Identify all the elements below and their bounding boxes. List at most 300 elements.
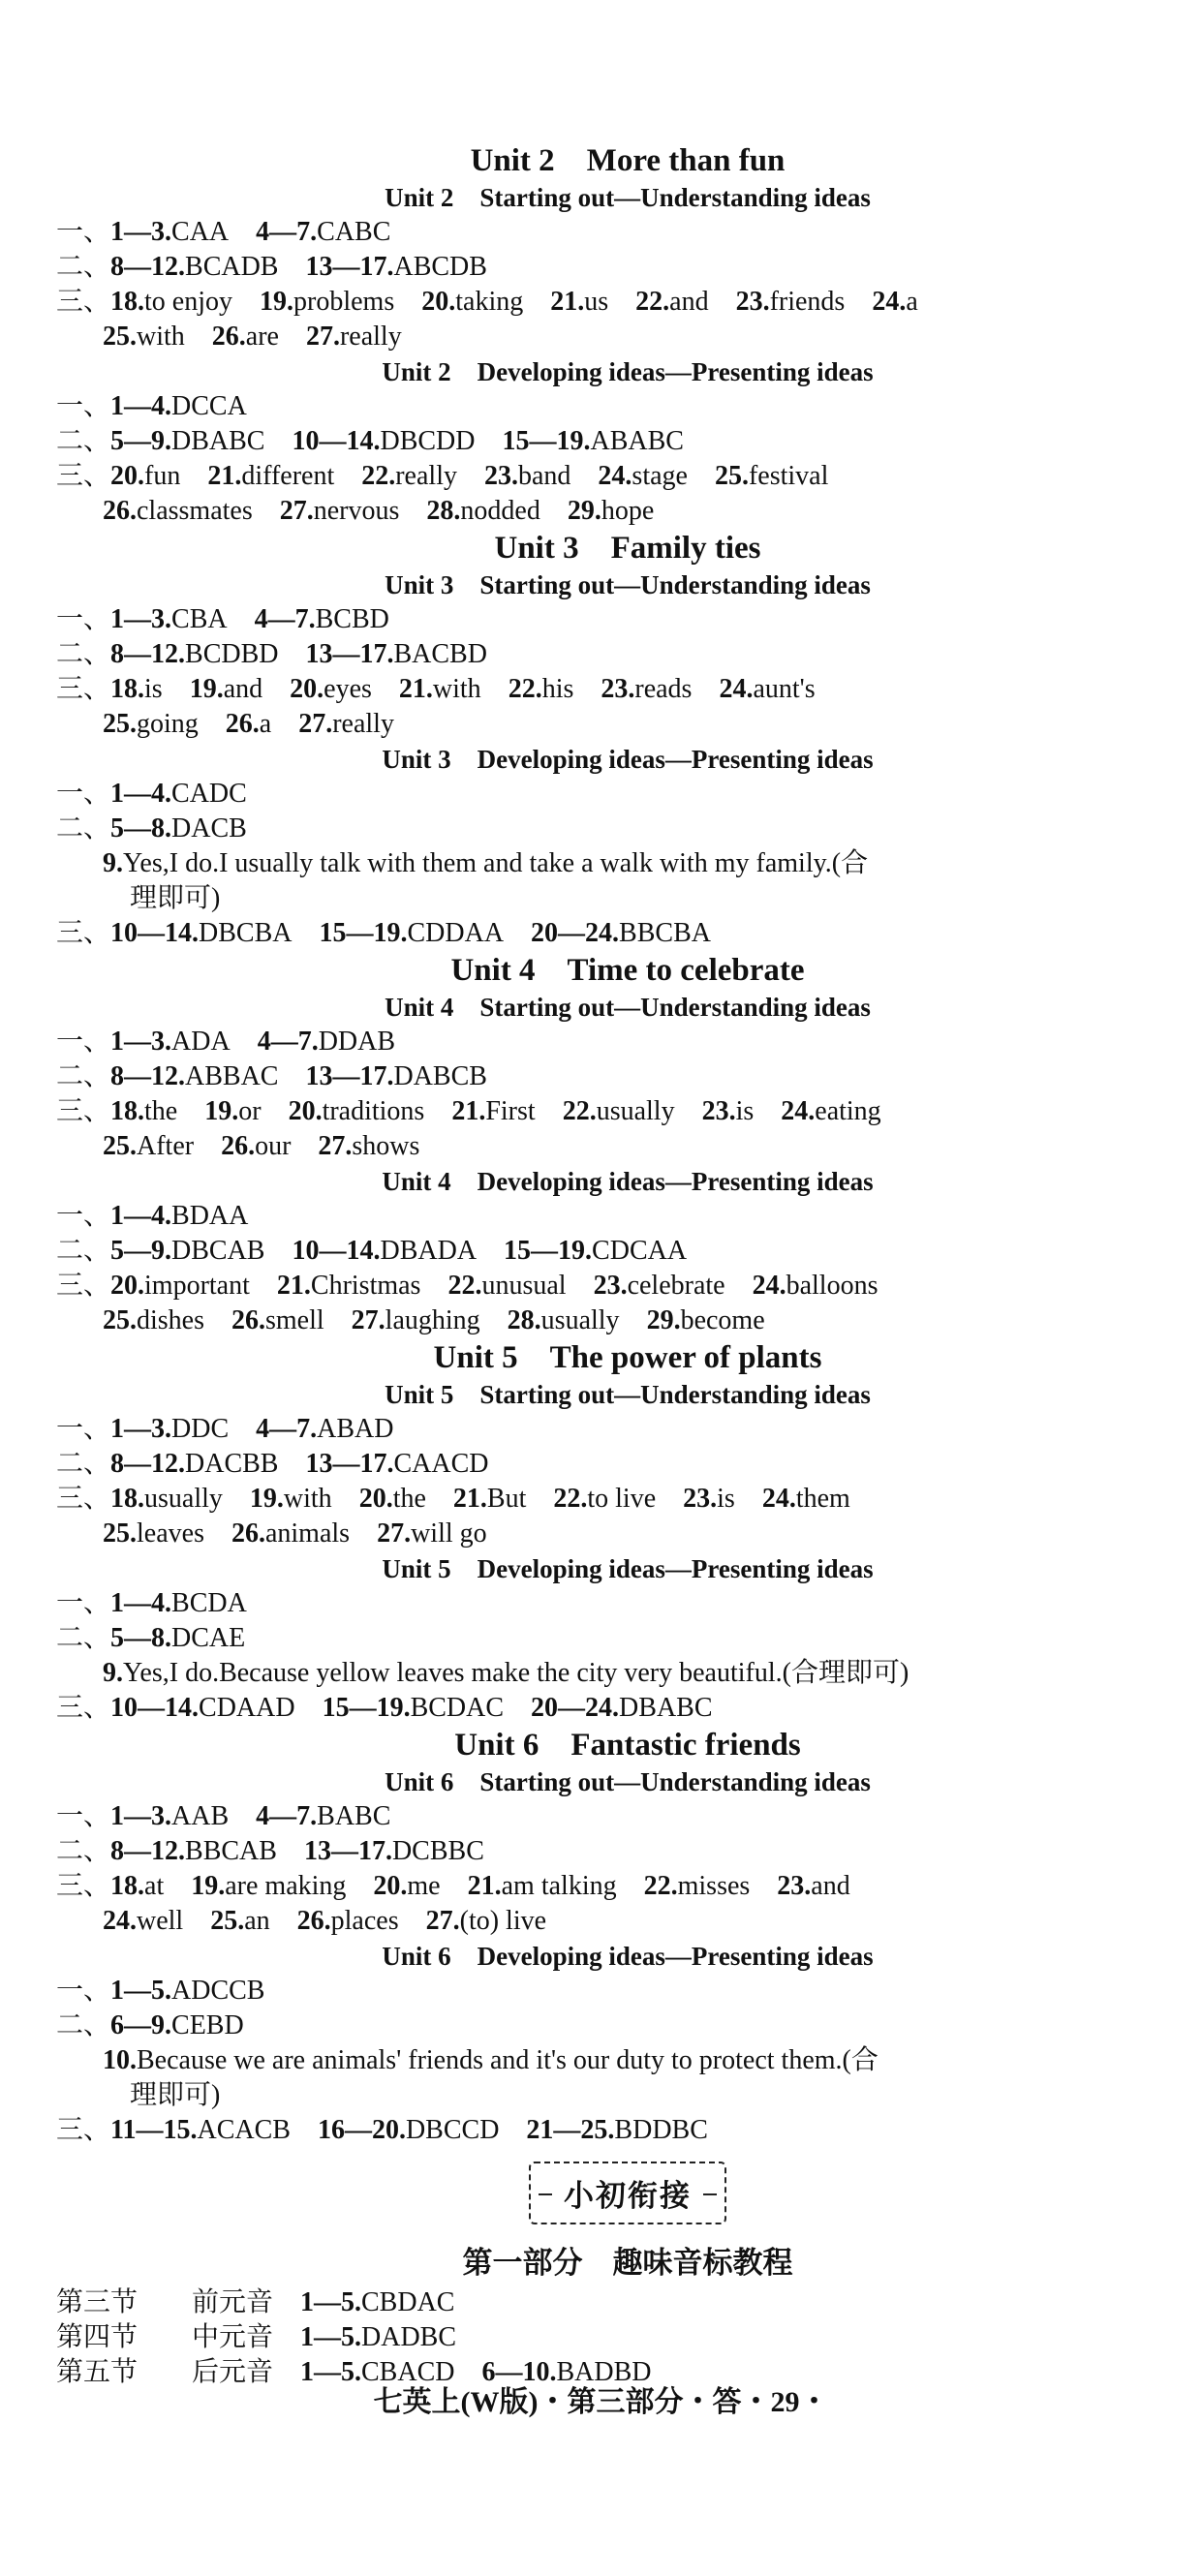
answer-item <box>361 459 457 494</box>
question-number: 20. <box>110 461 145 491</box>
answer-text: BCBD <box>315 604 389 634</box>
question-number: 1—3. <box>110 217 172 247</box>
answer-item <box>297 1904 399 1939</box>
answer-text: to enjoy <box>144 287 233 317</box>
answer-text: Because we are animals' friends and it's our duty to protect them.(合 <box>137 2045 878 2075</box>
answer-text: am talking <box>501 1871 617 1901</box>
answer-item <box>647 1303 765 1338</box>
answer-item <box>110 1799 229 1834</box>
answer-text: aunt's <box>753 674 816 704</box>
answer-text: balloons <box>786 1271 878 1301</box>
answer-text: DBABC <box>171 426 265 456</box>
question-number: 26. <box>211 322 246 352</box>
question-number: 21. <box>207 461 242 491</box>
answer-text: us <box>584 287 609 317</box>
question-number: 28. <box>426 496 461 526</box>
question-group-label: 一、 <box>56 1801 111 1831</box>
question-number: 29. <box>567 496 601 526</box>
question-number: 15—19. <box>322 1693 411 1723</box>
question-number: 18. <box>110 674 145 704</box>
answer-row <box>56 1269 1160 1303</box>
question-group-label: 三、 <box>56 1693 111 1723</box>
answer-item <box>563 1094 675 1129</box>
question-number: 24. <box>752 1271 786 1301</box>
answer-text: eating <box>815 1096 881 1126</box>
answer-text: BCDBD <box>185 639 279 669</box>
question-number: 19. <box>260 287 294 317</box>
question-number: 21. <box>452 1484 487 1514</box>
answer-row <box>56 1586 1160 1621</box>
answer-item <box>110 1586 247 1621</box>
question-number: 27. <box>425 1906 460 1936</box>
answer-item <box>318 1129 419 1164</box>
answer-text: is <box>144 674 163 704</box>
answer-item <box>503 424 684 459</box>
answer-item <box>290 672 372 707</box>
answer-text: Yes,I do.I usually talk with them and take a walk with my family.(合 <box>123 848 869 878</box>
answer-text: really <box>395 461 457 491</box>
answer-item <box>110 1621 245 1656</box>
question-number: 18. <box>110 1484 145 1514</box>
answer-item <box>289 1094 425 1129</box>
answer-item <box>231 1517 350 1551</box>
answer-text: classmates <box>137 496 253 526</box>
answer-row <box>56 1412 1160 1447</box>
question-group-label: 一、 <box>56 604 111 634</box>
question-number: 21. <box>276 1271 311 1301</box>
answer-text: CDAAD <box>199 1693 295 1723</box>
answer-item <box>508 1303 620 1338</box>
section-name: 中元音 <box>192 2320 274 2352</box>
answer-row <box>56 602 1160 637</box>
answer-text: CAACD <box>393 1449 489 1479</box>
banner-ornament-right <box>703 2193 717 2195</box>
question-number: 4—7. <box>256 217 318 247</box>
answer-text: BDAA <box>171 1201 249 1231</box>
answer-row <box>56 1059 1160 1094</box>
question-group-label: 一、 <box>56 217 111 247</box>
answer-item <box>683 1482 735 1517</box>
question-group-label: 一、 <box>56 391 111 421</box>
answer-text: going <box>137 709 199 739</box>
question-number: 22. <box>361 461 396 491</box>
question-number: 21—25. <box>526 2115 615 2145</box>
question-group-label: 三、 <box>56 1484 111 1514</box>
lesson-subtitle: Unit 4 Starting out—Understanding ideas <box>385 993 871 1022</box>
question-number: 22. <box>643 1871 678 1901</box>
answer-text: stage <box>632 461 688 491</box>
lesson-subtitle: Unit 5 Developing ideas—Presenting ideas <box>382 1554 874 1583</box>
answer-row <box>56 1904 1160 1939</box>
question-number: 16—20. <box>317 2115 406 2145</box>
answer-text: laughing <box>385 1305 480 1335</box>
question-number: 20. <box>373 1871 408 1901</box>
answer-text: reads <box>634 674 693 704</box>
question-number: 10—14. <box>292 426 381 456</box>
question-number: 15—19. <box>502 426 591 456</box>
answer-item <box>110 1691 295 1726</box>
answer-item <box>421 285 523 320</box>
answer-item <box>210 1904 269 1939</box>
answer-text: the <box>144 1096 178 1126</box>
answer-row <box>56 1517 1160 1551</box>
answer-text: But <box>486 1484 527 1514</box>
answer-item <box>110 1199 248 1234</box>
question-number: 10—14. <box>110 918 200 948</box>
answer-item <box>103 707 199 742</box>
answer-item <box>305 250 486 285</box>
answer-row <box>56 1025 1160 1059</box>
answer-row <box>56 2043 1160 2078</box>
answer-item <box>304 1834 484 1869</box>
answer-item <box>250 1482 332 1517</box>
answer-item <box>110 424 264 459</box>
lesson-subtitle: Unit 6 Starting out—Understanding ideas <box>385 1767 871 1796</box>
answer-item <box>292 424 475 459</box>
answer-text: CDCAA <box>592 1236 688 1266</box>
answer-text: BABC <box>317 1801 391 1831</box>
answer-row <box>56 881 1160 916</box>
question-group-label: 一、 <box>56 1027 111 1057</box>
answer-item <box>550 285 608 320</box>
unit-title: Unit 5 The power of plants <box>433 1340 822 1375</box>
answer-text: with <box>283 1484 332 1514</box>
answer-text: places <box>330 1906 399 1936</box>
answer-item <box>306 320 402 354</box>
question-group-label: 二、 <box>56 813 111 843</box>
answer-text: a <box>259 709 272 739</box>
question-number: 9. <box>103 1658 123 1688</box>
answer-item <box>256 1799 390 1834</box>
page-footer: 七英上(W版)・第三部分・答・29・ <box>373 2386 829 2418</box>
answer-row <box>56 1129 1160 1164</box>
answer-item <box>305 637 486 672</box>
answer-row <box>56 1834 1160 1869</box>
answer-text: BDDBC <box>614 2115 708 2145</box>
question-number: 1—5. <box>300 2357 361 2387</box>
answer-text: BACBD <box>393 639 487 669</box>
answer-text: CEBD <box>171 2010 244 2040</box>
question-number: 25. <box>210 1906 245 1936</box>
lesson-subtitle: Unit 4 Developing ideas—Presenting ideas <box>382 1167 874 1196</box>
answer-item <box>594 1269 725 1303</box>
lesson-subtitle: Unit 2 Developing ideas—Presenting ideas <box>382 357 874 386</box>
answer-text: animals <box>264 1518 351 1549</box>
question-group-label: 一、 <box>56 1201 111 1231</box>
question-number: 13—17. <box>305 1449 394 1479</box>
answer-text: nodded <box>460 496 540 526</box>
answer-item <box>110 1094 177 1129</box>
answer-item <box>598 459 688 494</box>
answer-text: ACACB <box>197 2115 291 2145</box>
answer-item <box>451 1094 535 1129</box>
answer-item <box>277 1269 421 1303</box>
question-number: 21. <box>398 674 433 704</box>
question-group-label: 三、 <box>56 674 111 704</box>
answer-text: dishes <box>137 1305 204 1335</box>
question-number: 24. <box>781 1096 816 1126</box>
answer-text: with <box>137 322 185 352</box>
section-label: 第三节 <box>56 2285 139 2317</box>
answer-item <box>103 1129 194 1164</box>
answer-text: ABAD <box>317 1414 394 1444</box>
answer-item <box>762 1482 850 1517</box>
answer-item <box>110 672 163 707</box>
answer-text: nervous <box>313 496 400 526</box>
answer-text: become <box>680 1305 765 1335</box>
answer-row <box>56 1234 1160 1269</box>
answer-item <box>110 2009 244 2043</box>
answer-row <box>56 424 1160 459</box>
answer-row <box>56 1656 1160 1691</box>
answer-text: BCDA <box>171 1588 247 1618</box>
answer-item <box>399 672 481 707</box>
question-group-label: 一、 <box>56 1588 111 1618</box>
phonetics-row <box>56 2319 1160 2354</box>
question-number: 23. <box>777 1871 812 1901</box>
question-group-label: 一、 <box>56 1414 111 1444</box>
question-number: 1—4. <box>110 1588 172 1618</box>
question-number: 23. <box>593 1271 628 1301</box>
answer-item <box>110 1869 164 1904</box>
answer-row <box>56 812 1160 846</box>
question-number: 5—8. <box>110 813 172 843</box>
answer-text: DCCA <box>171 391 247 421</box>
answer-item <box>231 1303 324 1338</box>
question-number: 20. <box>290 674 324 704</box>
answer-row <box>56 285 1160 320</box>
answer-text: usually <box>540 1305 620 1335</box>
answer-text: BBCBA <box>619 918 711 948</box>
answer-item <box>377 1517 487 1551</box>
answer-row <box>56 1869 1160 1904</box>
answer-item <box>191 1869 346 1904</box>
answer-item <box>777 1869 849 1904</box>
answer-item <box>635 285 708 320</box>
question-number: 26. <box>103 496 137 526</box>
question-group-label: 三、 <box>56 461 111 491</box>
answer-item <box>568 494 654 529</box>
answer-text: leaves <box>137 1518 204 1549</box>
question-group-label: 二、 <box>56 1623 111 1653</box>
answer-item <box>110 1447 278 1482</box>
question-number: 26. <box>221 1131 256 1161</box>
answer-item <box>130 2078 220 2113</box>
answer-item <box>447 1269 566 1303</box>
question-number: 27. <box>279 496 314 526</box>
question-number: 1—5. <box>110 1976 172 2006</box>
answer-item <box>103 320 185 354</box>
answer-text: Christmas <box>310 1271 421 1301</box>
answer-item <box>292 1234 477 1269</box>
answer-item <box>258 1025 395 1059</box>
question-number: 6—10. <box>481 2357 557 2387</box>
question-group-label: 三、 <box>56 287 111 317</box>
answer-row <box>56 250 1160 285</box>
question-group-label: 二、 <box>56 639 111 669</box>
question-group-label: 二、 <box>56 426 111 456</box>
lesson-subtitle: Unit 3 Starting out—Understanding ideas <box>385 570 871 599</box>
answer-row <box>56 320 1160 354</box>
answer-item <box>305 1447 488 1482</box>
answer-text: CABC <box>317 217 391 247</box>
answer-text: smell <box>265 1305 324 1335</box>
question-number: 21. <box>451 1096 486 1126</box>
question-number: 19. <box>249 1484 284 1514</box>
answer-text: friends <box>769 287 846 317</box>
answer-item <box>110 1025 231 1059</box>
answer-item <box>110 777 247 812</box>
question-group-label: 二、 <box>56 1236 111 1266</box>
answer-text: ABCDB <box>393 252 487 282</box>
answer-text: really <box>339 322 402 352</box>
answer-row <box>56 1094 1160 1129</box>
answer-item <box>110 389 247 424</box>
answer-row <box>56 494 1160 529</box>
answer-item <box>110 1234 264 1269</box>
answer-item <box>110 1834 277 1869</box>
question-number: 1—4. <box>110 391 172 421</box>
answer-text: at <box>144 1871 165 1901</box>
question-group-label: 三、 <box>56 2115 111 2145</box>
answer-text: DBADA <box>380 1236 478 1266</box>
question-group-label: 二、 <box>56 252 111 282</box>
answer-row <box>56 1974 1160 2009</box>
question-number: 8—12. <box>110 1836 186 1866</box>
question-number: 24. <box>103 1906 137 1936</box>
answer-item <box>468 1869 617 1904</box>
question-number: 26. <box>296 1906 331 1936</box>
question-number: 4—7. <box>256 1414 318 1444</box>
question-number: 1—3. <box>110 1027 172 1057</box>
answer-text: DACB <box>171 813 247 843</box>
answer-row <box>56 777 1160 812</box>
answer-row <box>56 2009 1160 2043</box>
banner-text: 小初衔接 <box>564 2179 692 2214</box>
question-number: 5—9. <box>110 1236 172 1266</box>
answer-item <box>531 916 711 951</box>
answer-text: hope <box>601 496 655 526</box>
question-number: 8—12. <box>110 639 186 669</box>
answer-row <box>56 459 1160 494</box>
question-number: 22. <box>447 1271 482 1301</box>
question-number: 4—7. <box>256 1801 318 1831</box>
answer-item <box>300 2287 454 2317</box>
answer-text: ADA <box>171 1027 231 1057</box>
answer-item <box>753 1269 878 1303</box>
answer-row <box>56 1199 1160 1234</box>
answer-item <box>323 1691 504 1726</box>
question-number: 19. <box>191 1871 226 1901</box>
answer-item <box>110 215 229 250</box>
answer-text: to live <box>587 1484 657 1514</box>
answer-row <box>56 389 1160 424</box>
question-number: 24. <box>598 461 632 491</box>
answer-item <box>103 2043 878 2078</box>
question-number: 1—3. <box>110 604 172 634</box>
answer-text: CBA <box>171 604 228 634</box>
answer-text: festival <box>748 461 829 491</box>
answer-text: DBABC <box>619 1693 713 1723</box>
answer-item <box>736 285 846 320</box>
answer-item <box>103 1517 204 1551</box>
answer-item <box>190 672 262 707</box>
lesson-subtitle: Unit 3 Developing ideas—Presenting ideas <box>382 745 874 774</box>
question-number: 8—12. <box>110 252 186 282</box>
answer-row <box>56 2113 1160 2148</box>
question-number: 23. <box>683 1484 718 1514</box>
question-number: 25. <box>103 322 137 352</box>
lesson-subtitle: Unit 6 Developing ideas—Presenting ideas <box>382 1942 874 1971</box>
question-number: 20. <box>358 1484 393 1514</box>
question-group-label: 三、 <box>56 1871 111 1901</box>
answer-item <box>255 602 389 637</box>
question-number: 24. <box>719 674 754 704</box>
question-number: 5—8. <box>110 1623 172 1653</box>
answer-item <box>110 1269 250 1303</box>
question-number: 24. <box>761 1484 796 1514</box>
unit-title: Unit 6 Fantastic friends <box>454 1728 801 1763</box>
section-label: 第五节 <box>56 2355 139 2387</box>
answer-text: unusual <box>481 1271 567 1301</box>
answer-item <box>373 1869 440 1904</box>
answer-text: are <box>245 322 279 352</box>
answer-row <box>56 1621 1160 1656</box>
phonetics-row <box>56 2285 1160 2319</box>
question-number: 23. <box>483 461 518 491</box>
question-number: 20. <box>110 1271 145 1301</box>
answer-item <box>256 1412 393 1447</box>
answer-item <box>702 1094 755 1129</box>
answer-text: CAA <box>171 217 230 247</box>
answer-text: me <box>407 1871 441 1901</box>
answer-text: BCADB <box>185 252 279 282</box>
answer-text: DADBC <box>361 2322 457 2352</box>
question-number: 15—19. <box>319 918 408 948</box>
answer-row <box>56 846 1160 881</box>
question-number: 1—4. <box>110 1201 172 1231</box>
question-group-label: 三、 <box>56 1271 111 1301</box>
question-group-label: 二、 <box>56 1061 111 1091</box>
answer-item <box>110 459 180 494</box>
answer-item <box>601 672 692 707</box>
answer-text: DBCAB <box>171 1236 265 1266</box>
answer-text: his <box>541 674 574 704</box>
answer-text: usually <box>144 1484 223 1514</box>
answer-item <box>103 1303 204 1338</box>
answer-item <box>280 494 400 529</box>
answer-item <box>110 916 292 951</box>
answer-text: shows <box>352 1131 420 1161</box>
answer-item <box>110 1412 229 1447</box>
answer-row <box>56 1303 1160 1338</box>
question-number: 4—7. <box>254 604 316 634</box>
answer-row <box>56 637 1160 672</box>
answer-item <box>110 250 278 285</box>
question-number: 21. <box>550 287 585 317</box>
question-group-label: 三、 <box>56 918 111 948</box>
question-group-label: 二、 <box>56 1836 111 1866</box>
answer-item <box>531 1691 712 1726</box>
answer-row <box>56 916 1160 951</box>
question-number: 8—12. <box>110 1449 186 1479</box>
answer-text: ABBAC <box>185 1061 279 1091</box>
question-number: 27. <box>305 322 340 352</box>
answer-text: the <box>392 1484 426 1514</box>
answer-text: and <box>669 287 709 317</box>
answer-text: BCDAC <box>410 1693 505 1723</box>
question-number: 5—9. <box>110 426 172 456</box>
